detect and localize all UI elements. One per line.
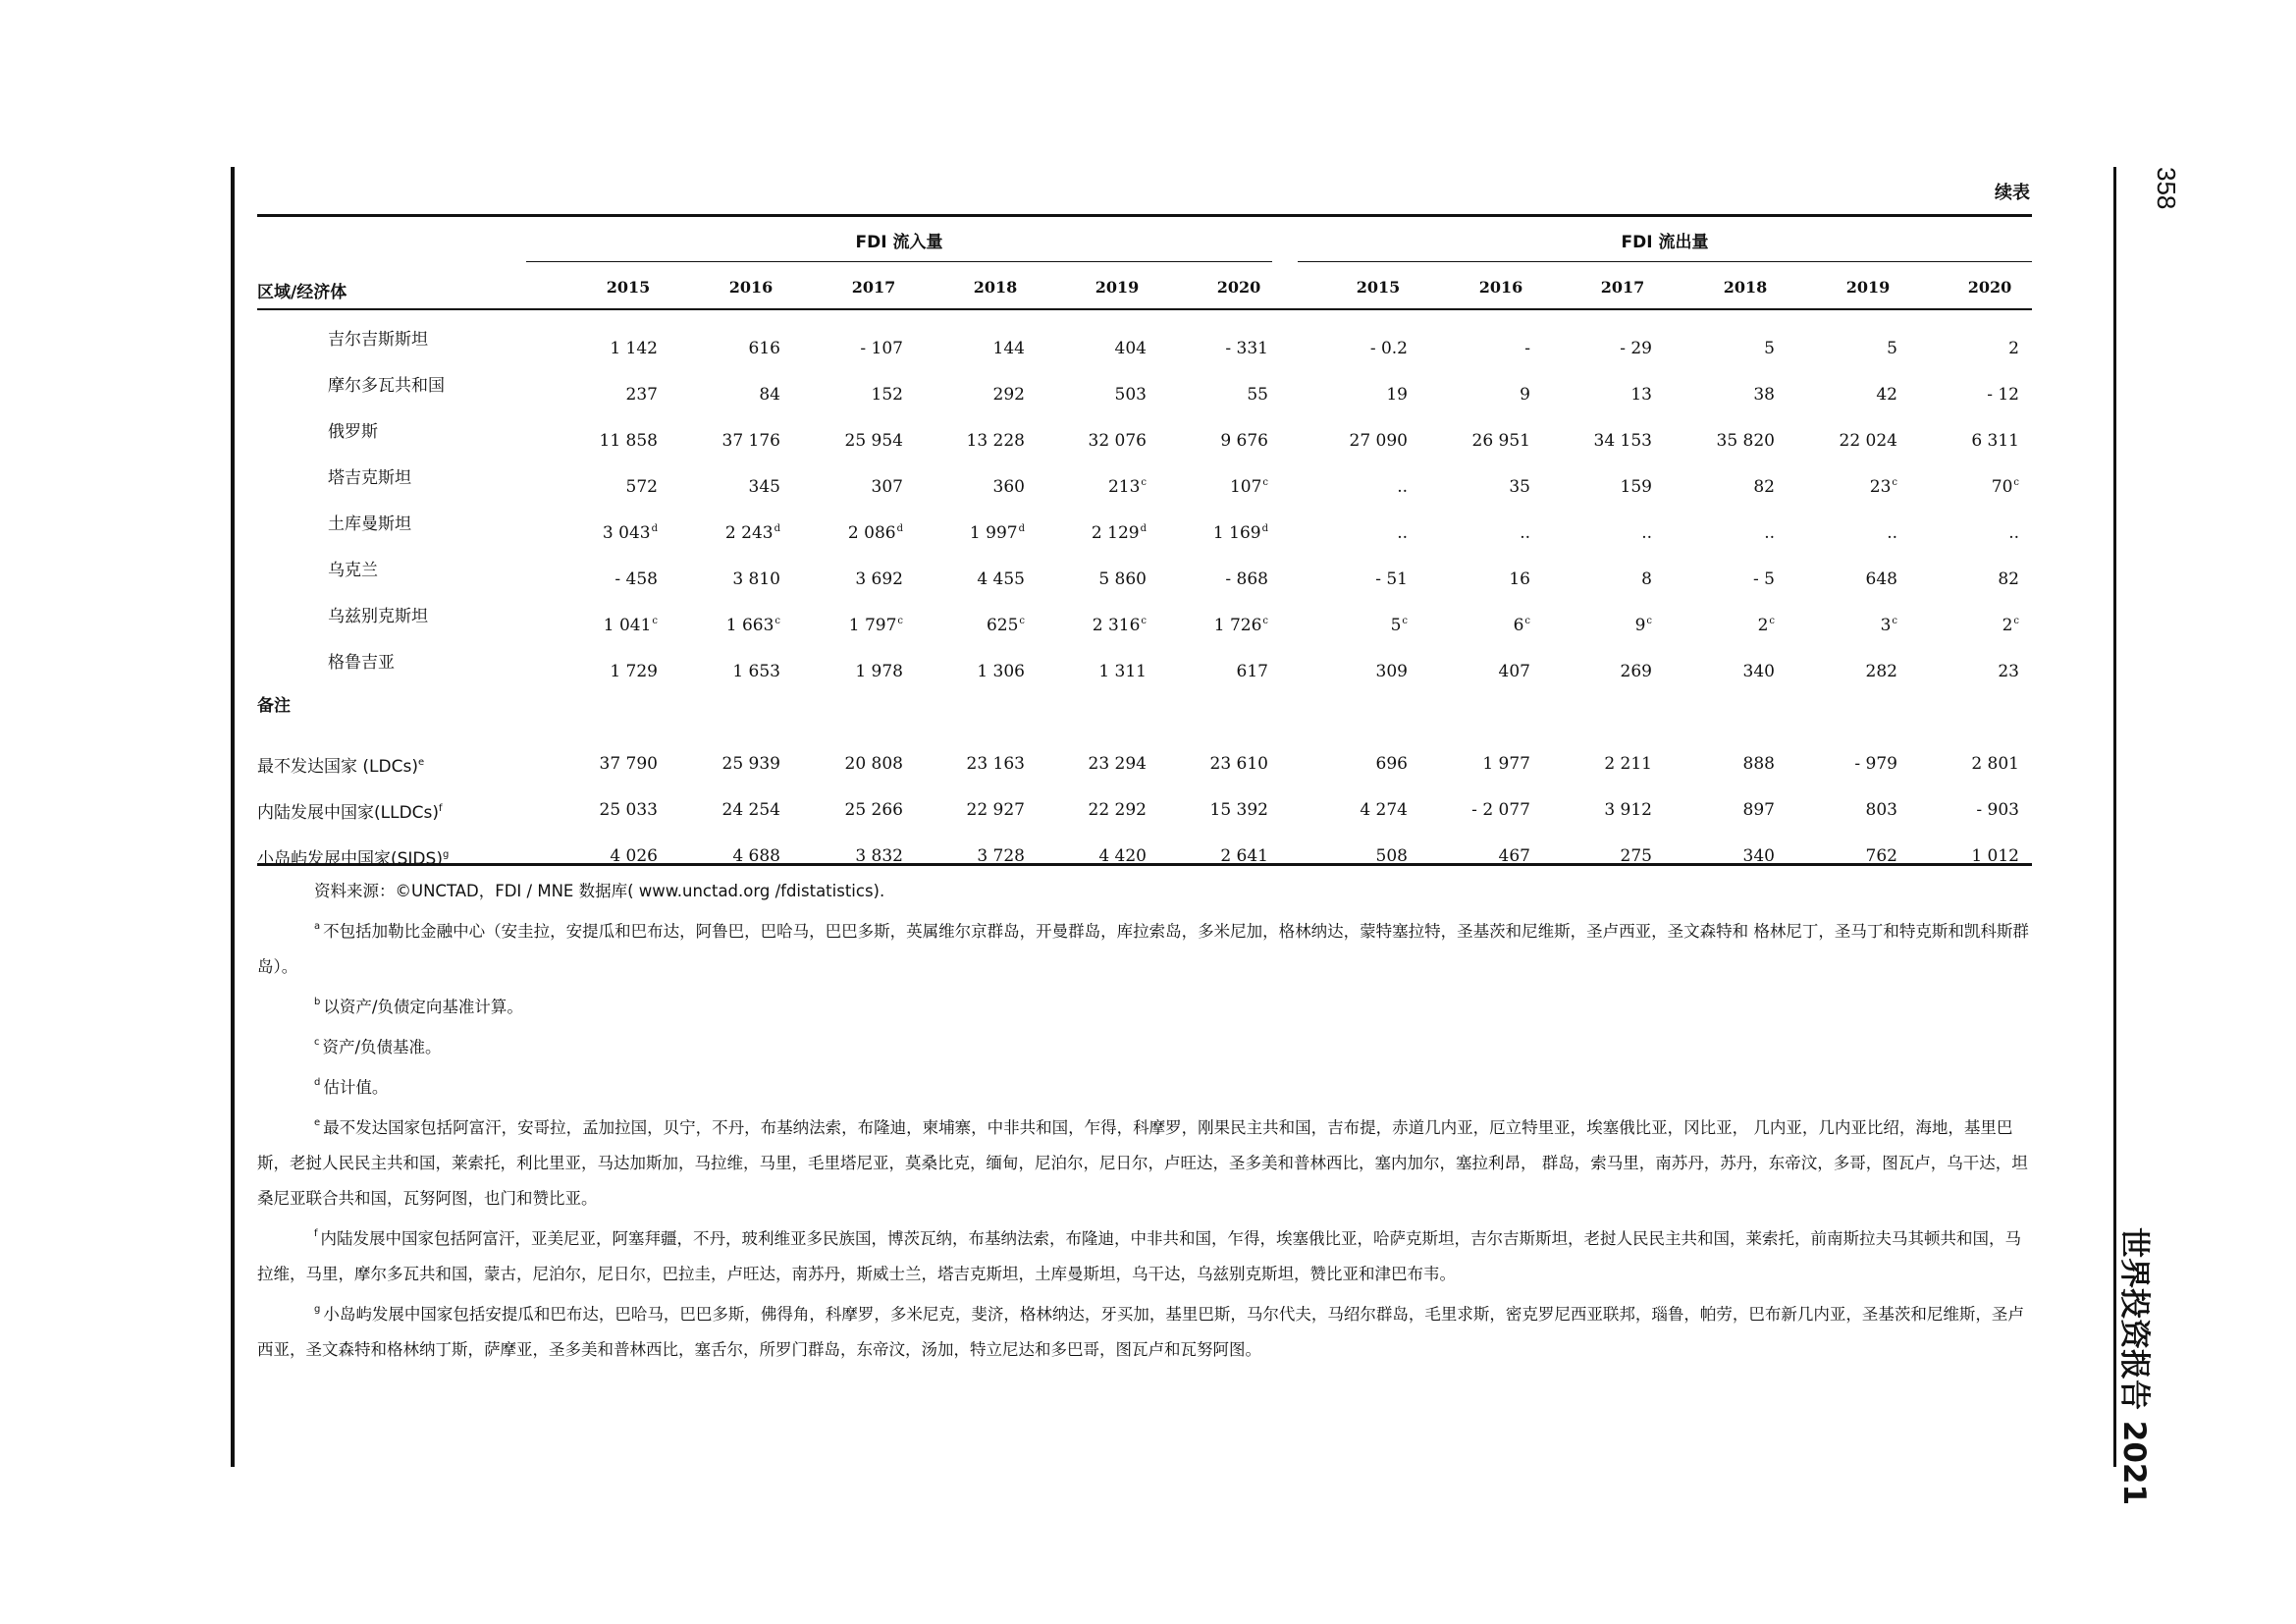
inflow-cell: 4 420 [1098, 846, 1147, 866]
outflow-year-header: 2015 [1356, 278, 1401, 297]
row-label: 摩尔多瓦共和国 [328, 376, 445, 396]
inflow-cell: 9 676 [1220, 431, 1268, 451]
inflow-cell: 307 [871, 477, 903, 497]
inflow-cell: 345 [748, 477, 780, 497]
outflow-cell: 696 [1375, 754, 1408, 774]
inflow-cell: 1 306 [977, 662, 1025, 681]
inflow-cell: 24 254 [721, 800, 780, 820]
outflow-cell: 467 [1498, 846, 1530, 866]
row-label: 乌兹别克斯坦 [328, 607, 428, 626]
table-row [257, 654, 2032, 700]
row-label: 吉尔吉斯斯坦 [328, 330, 428, 350]
inflow-cell: 3 043$^d$ [602, 523, 658, 543]
inflow-cell: 25 033 [599, 800, 658, 820]
inflow-year-header: 2018 [973, 278, 1018, 297]
outflow-cell: 803 [1865, 800, 1897, 820]
inflow-cell: 2 243$^d$ [724, 523, 780, 543]
outflow-cell: 27 090 [1349, 431, 1408, 451]
outflow-cell: 340 [1742, 662, 1775, 681]
inflow-cell: - 331 [1225, 339, 1268, 358]
inflow-cell: 1 142 [610, 339, 658, 358]
table-row [257, 515, 2032, 562]
region-column-header: 区域/经济体 [257, 283, 347, 302]
outflow-year-header: 2020 [1967, 278, 2012, 297]
outflow-year-header: 2016 [1478, 278, 1523, 297]
outflow-cell: 19 [1386, 385, 1408, 405]
inflow-cell: 1 041$^c$ [603, 616, 658, 635]
outflow-cell: 269 [1620, 662, 1652, 681]
inflow-cell: 1 663$^c$ [725, 616, 780, 635]
inflow-cell: 292 [992, 385, 1025, 405]
inflow-cell: 237 [625, 385, 658, 405]
outflow-cell: - 979 [1854, 754, 1897, 774]
outflow-cell: .. [1887, 523, 1897, 543]
row-label: 乌克兰 [328, 561, 378, 580]
outflow-cell: .. [1397, 477, 1408, 497]
row-label: 小岛屿发展中国家(SIDS)$^g$ [257, 849, 450, 869]
outflow-cell: 70$^c$ [1991, 477, 2019, 497]
inflow-cell: 25 954 [844, 431, 903, 451]
inflow-cell: 1 729 [610, 662, 658, 681]
outflow-cell: 2$^c$ [1757, 616, 1775, 635]
inflow-cell: 4 026 [610, 846, 658, 866]
outflow-cell: 1 977 [1482, 754, 1530, 774]
inflow-cell: 1 997$^d$ [969, 523, 1025, 543]
inflow-year-header: 2019 [1095, 278, 1140, 297]
inflow-cell: 22 292 [1088, 800, 1147, 820]
inflow-cell: 2 086$^d$ [847, 523, 903, 543]
inflow-cell: 213$^c$ [1107, 477, 1147, 497]
inflow-cell: 32 076 [1088, 431, 1147, 451]
outflow-cell: 6 311 [1971, 431, 2019, 451]
inflow-cell: 37 176 [721, 431, 780, 451]
inflow-cell: 2 129$^d$ [1091, 523, 1147, 543]
outflow-cell: .. [1764, 523, 1775, 543]
outflow-cell: 5 [1887, 339, 1897, 358]
outflow-cell: .. [2008, 523, 2019, 543]
outflow-cell: 159 [1620, 477, 1652, 497]
table-top-rule [257, 214, 2032, 217]
outflow-cell: - 2 077 [1471, 800, 1530, 820]
note-c: $^c$ 资产/负债基准。 [314, 1037, 442, 1056]
table-row [257, 562, 2032, 608]
outflow-cell: 282 [1865, 662, 1897, 681]
outflow-cell: 35 820 [1716, 431, 1775, 451]
source-note: 资料来源：©UNCTAD，FDI / MNE 数据库( www.unctad.org /fdistatistics). [314, 882, 885, 900]
inflow-cell: 1 726$^c$ [1213, 616, 1268, 635]
inflow-cell: 3 728 [977, 846, 1025, 866]
inflow-cell: 3 810 [732, 569, 780, 589]
inflow-cell: 1 653 [732, 662, 780, 681]
outflow-cell: 508 [1375, 846, 1408, 866]
row-label: 俄罗斯 [328, 422, 378, 442]
inflow-year-header: 2020 [1216, 278, 1261, 297]
inflow-cell: 84 [759, 385, 780, 405]
outflow-cell: .. [1397, 523, 1408, 543]
memo-row [257, 792, 2032, 839]
outflow-cell: 82 [1753, 477, 1775, 497]
outflow-cell: .. [1520, 523, 1530, 543]
note-f: $^f$ 内陆发展中国家包括阿富汗，亚美尼亚，阿塞拜疆，不丹，玻利维亚多民族国，博茨瓦纳，布基纳法索，布隆迪，中非共和国，乍得，埃塞俄比亚，哈萨克斯坦，吉尔吉斯斯坦，老挝人民民主共和国，莱索托，前南斯拉夫马其顿共和国，马拉维，马里，摩尔多瓦共和国，蒙古，尼泊尔，尼日尔，巴拉圭，卢旺达，南苏丹，斯威士兰，塔吉克斯坦，土库曼斯坦，乌干达，乌兹别克斯坦，赞比亚和津巴布韦。 [257, 1228, 2022, 1283]
outflow-cell: 42 [1876, 385, 1897, 405]
outflow-cell: 26 951 [1471, 431, 1530, 451]
outflow-cell: 4 274 [1360, 800, 1408, 820]
notes [257, 874, 2032, 1368]
outflow-cell: 3$^c$ [1880, 616, 1897, 635]
outflow-cell: - 5 [1753, 569, 1775, 589]
inflow-cell: 25 939 [721, 754, 780, 774]
outflow-cell: - 903 [1976, 800, 2019, 820]
outflow-cell: 1 012 [1971, 846, 2019, 866]
outflow-cell: 2 211 [1604, 754, 1652, 774]
inflow-cell: - 868 [1225, 569, 1268, 589]
inflow-year-header: 2016 [728, 278, 774, 297]
inflow-year-header: 2017 [851, 278, 896, 297]
inflow-cell: 23 163 [966, 754, 1025, 774]
inflow-cell: 3 692 [855, 569, 903, 589]
outflow-cell: 5 [1764, 339, 1775, 358]
outflow-cell: 2 801 [1971, 754, 2019, 774]
note-b: $^b$ 以资产/负债定向基准计算。 [314, 997, 523, 1016]
inflow-cell: 404 [1114, 339, 1147, 358]
inflow-cell: 503 [1114, 385, 1147, 405]
note-a: $^a$ 不包括加勒比金融中心（安圭拉，安提瓜和巴布达，阿鲁巴，巴哈马，巴巴多斯，英属维尔京群岛，开曼群岛，库拉索岛，多米尼加，格林纳达，蒙特塞拉特，圣基茨和尼维斯，圣卢西亚，圣文森特和 格林尼丁，圣马丁和特克斯和凯科斯群岛）。 [257, 921, 2029, 976]
outflow-cell: 648 [1865, 569, 1897, 589]
memo-section-header: 备注 [257, 696, 291, 716]
outflow-cell: 9 [1520, 385, 1530, 405]
inflow-cell: 144 [992, 339, 1025, 358]
outflow-cell: 9$^c$ [1634, 616, 1652, 635]
inflow-cell: 616 [748, 339, 780, 358]
outflow-cell: - 12 [1987, 385, 2019, 405]
outflow-cell: 762 [1865, 846, 1897, 866]
table-row [257, 331, 2032, 377]
outflow-cell: 38 [1753, 385, 1775, 405]
outflow-cell: 8 [1641, 569, 1652, 589]
outflow-cell: .. [1641, 523, 1652, 543]
inflow-cell: 37 790 [599, 754, 658, 774]
inflow-cell: 13 228 [966, 431, 1025, 451]
table-row [257, 423, 2032, 469]
row-label: 塔吉克斯坦 [328, 468, 411, 488]
inflow-cell: 1 978 [855, 662, 903, 681]
outflow-year-header: 2019 [1845, 278, 1891, 297]
inflow-cell: - 458 [614, 569, 658, 589]
inflow-cell: 2 316$^c$ [1092, 616, 1147, 635]
memo-row [257, 746, 2032, 792]
outflow-cell: 3 912 [1604, 800, 1652, 820]
inflow-cell: 1 797$^c$ [848, 616, 903, 635]
inflow-cell: 1 169$^d$ [1212, 523, 1268, 543]
inflow-cell: 152 [871, 385, 903, 405]
outflow-year-header: 2017 [1600, 278, 1645, 297]
inflow-cell: 4 688 [732, 846, 780, 866]
outflow-year-header: 2018 [1723, 278, 1768, 297]
outflow-cell: 407 [1498, 662, 1530, 681]
note-d: $^d$ 估计值。 [314, 1077, 389, 1097]
inflow-year-header: 2015 [606, 278, 651, 297]
inflow-cell: 572 [625, 477, 658, 497]
running-title: 世界投资报告 2021 [2116, 1227, 2152, 1506]
row-label: 格鲁吉亚 [328, 653, 395, 673]
inflow-cell: 23 294 [1088, 754, 1147, 774]
inflow-cell: 2 641 [1220, 846, 1268, 866]
outflow-cell: - 29 [1620, 339, 1652, 358]
note-g: $^g$ 小岛屿发展中国家包括安提瓜和巴布达，巴哈马，巴巴多斯，佛得角，科摩罗，多米尼克，斐济，格林纳达，牙买加，基里巴斯，马尔代夫，马绍尔群岛，毛里求斯，密克罗尼西亚联邦，瑙鲁，帕劳，巴布新几内亚，圣基茨和尼维斯，圣卢西亚，圣文森特和格林纳丁斯，萨摩亚，圣多美和普林西比，塞舌尔，所罗门群岛，东帝汶，汤加，特立尼达和多巴哥，图瓦卢和瓦努阿图。 [257, 1304, 2024, 1359]
outflow-cell: 5$^c$ [1390, 616, 1408, 635]
outflow-cell: 34 153 [1593, 431, 1652, 451]
inflow-cell: 360 [992, 477, 1025, 497]
row-label: 土库曼斯坦 [328, 514, 411, 534]
outflow-cell: - [1524, 339, 1530, 358]
outflow-cell: 275 [1620, 846, 1652, 866]
continued-label: 续表 [1995, 183, 2030, 203]
left-margin-rule [231, 167, 235, 1467]
inflow-cell: 4 455 [977, 569, 1025, 589]
inflow-cell: 3 832 [855, 846, 903, 866]
outflow-cell: 82 [1998, 569, 2019, 589]
inflow-cell: 617 [1236, 662, 1268, 681]
inflow-cell: 107$^c$ [1229, 477, 1268, 497]
inflow-cell: 23 610 [1209, 754, 1268, 774]
row-label: 内陆发展中国家(LLDCs)$^f$ [257, 803, 443, 823]
inflow-group-header: FDI 流入量 [855, 233, 943, 252]
outflow-cell: 897 [1742, 800, 1775, 820]
outflow-cell: 2$^c$ [2002, 616, 2019, 635]
inflow-cell: 625$^c$ [986, 616, 1025, 635]
note-e: $^e$ 最不发达国家包括阿富汗，安哥拉，孟加拉国，贝宁，不丹，布基纳法索，布隆迪，柬埔寨，中非共和国，乍得，科摩罗，刚果民主共和国，吉布提，赤道几内亚，厄立特里亚，埃塞俄比亚，冈比亚， 几内亚，几内亚比绍，海地，基里巴斯，老挝人民民主共和国，莱索托，利比里亚，马达加斯加，马拉维，马里，毛里塔尼亚，莫桑比克，缅甸，尼泊尔，尼日尔，卢旺达，圣多美和普林西比，塞内加尔，塞拉利昂， 群岛，索马里，南苏丹，苏丹，东帝汶，多哥，图瓦卢，乌干达，坦桑尼亚联合共和国，瓦努阿图，也门和赞比亚。 [257, 1117, 2028, 1208]
outflow-cell: 22 024 [1839, 431, 1897, 451]
inflow-cell: - 107 [860, 339, 903, 358]
outflow-cell: 16 [1509, 569, 1530, 589]
outflow-cell: 35 [1509, 477, 1530, 497]
page-number: 358 [2152, 167, 2181, 210]
inflow-cell: 1 311 [1098, 662, 1147, 681]
inflow-cell: 15 392 [1209, 800, 1268, 820]
row-label: 最不发达国家 (LDCs)$^e$ [257, 757, 425, 777]
outflow-cell: 13 [1630, 385, 1652, 405]
inflow-cell: 22 927 [966, 800, 1025, 820]
table-row [257, 377, 2032, 423]
outflow-cell: - 0.2 [1369, 339, 1408, 358]
outflow-cell: - 51 [1375, 569, 1408, 589]
inflow-cell: 11 858 [599, 431, 658, 451]
outflow-cell: 309 [1375, 662, 1408, 681]
header-bottom-rule [257, 308, 2032, 310]
inflow-cell: 20 808 [844, 754, 903, 774]
outflow-cell: 340 [1742, 846, 1775, 866]
outflow-group-header: FDI 流出量 [1621, 233, 1709, 252]
table-row [257, 469, 2032, 515]
outflow-cell: 6$^c$ [1513, 616, 1530, 635]
outflow-cell: 2 [2008, 339, 2019, 358]
inflow-cell: 55 [1247, 385, 1268, 405]
outflow-cell: 23$^c$ [1869, 477, 1897, 497]
outflow-cell: 23 [1998, 662, 2019, 681]
inflow-cell: 25 266 [844, 800, 903, 820]
table-row [257, 608, 2032, 654]
inflow-cell: 5 860 [1098, 569, 1147, 589]
inflow-group-rule [526, 261, 1272, 262]
outflow-cell: 888 [1742, 754, 1775, 774]
outflow-group-rule [1298, 261, 2032, 262]
